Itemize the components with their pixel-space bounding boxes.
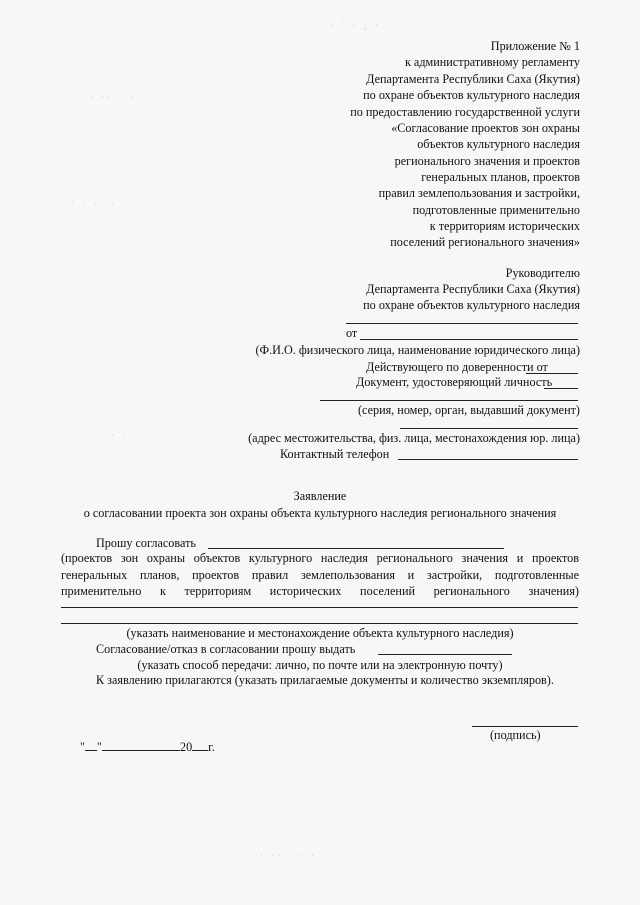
addressee-line: Департамента Республики Саха (Якутия) (366, 282, 580, 296)
transfer-caption: (указать способ передачи: лично, по почте или на электронную почту) (137, 658, 503, 672)
id-document-label: Документ, удостоверяющий личность (356, 375, 553, 389)
projects-caption: (проектов зон охраны объектов культурного наследия регионального значения и проектов генеральных планов, проектов правил землепользования и застройки, подготовленные применительно к территориям исторических поселений регионального значения) (61, 551, 579, 598)
date-month-field[interactable] (102, 740, 180, 751)
scan-noise: ˙ · · (100, 430, 129, 440)
issue-label: Согласование/отказ в согласовании прошу выдать (96, 642, 356, 656)
date-open-quote: " (80, 740, 85, 754)
proxy-date-field[interactable] (526, 373, 578, 374)
from-label: от (346, 326, 358, 340)
addressee-line: по охране объектов культурного наследия (363, 298, 580, 312)
request-field[interactable] (208, 548, 504, 549)
addressee-title: Руководителю (505, 266, 580, 280)
appendix-line: Департамента Республики Саха (Якутия) (366, 72, 580, 86)
phone-field[interactable] (398, 459, 578, 460)
date-close-quote: " (96, 740, 102, 754)
date-line (80, 740, 215, 753)
appendix-line: «Согласование проектов зон охраны (391, 121, 580, 135)
attachments-text: К заявлению прилагаются (указать прилагаемые документы и количество экземпляров). (96, 673, 554, 687)
issue-method-field[interactable] (378, 654, 512, 655)
scan-noise: · ˙ · ·· · (60, 200, 117, 210)
date-year-field[interactable] (192, 740, 208, 751)
address-field[interactable] (400, 428, 578, 429)
statement-subtitle: о согласовании проекта зон охраны объекта культурного наследия регионального значения (83, 506, 557, 520)
date-day-field[interactable] (85, 740, 97, 751)
id-document-caption: (серия, номер, орган, выдавший документ) (357, 403, 580, 417)
object-caption: (указать наименование и местонахождение объекта культурного наследия) (126, 626, 514, 640)
date-year-prefix: 20 (179, 740, 193, 754)
address-caption: (адрес местожительства, физ. лица, местонахождения юр. лица) (248, 431, 580, 445)
appendix-line: к административному регламенту (404, 55, 580, 69)
appendix-line: поселений регионального значения» (390, 235, 580, 249)
phone-label: Контактный телефон (280, 447, 390, 461)
request-label: Прошу согласовать (96, 536, 196, 550)
projects-details-line-1[interactable] (61, 607, 578, 608)
applicant-blank-line[interactable] (346, 323, 578, 324)
fio-caption: (Ф.И.О. физического лица, наименование юридического лица) (255, 343, 580, 357)
statement-title: Заявление (293, 489, 347, 503)
date-year-suffix: г. (208, 740, 215, 754)
appendix-line: к территориям исторических (429, 219, 580, 233)
scan-noise: · ·· ˙ · · (260, 850, 317, 860)
appendix-line: подготовленные применительно (412, 203, 580, 217)
scan-noise: · ·· ˙ · (90, 92, 136, 102)
appendix-line: генеральных планов, проектов (421, 170, 580, 184)
applicant-name-field[interactable] (360, 339, 578, 340)
appendix-line: по предоставлению государственной услуги (350, 105, 580, 119)
signature-field[interactable] (472, 726, 578, 727)
signature-caption: (подпись) (490, 728, 541, 742)
projects-details-line-2[interactable] (61, 623, 578, 624)
scan-noise: · ˙ · ¸ · (330, 20, 381, 30)
proxy-label: Действующего по доверенности от (366, 360, 548, 374)
appendix-line: регионального значения и проектов (394, 154, 580, 168)
appendix-line: по охране объектов культурного наследия (363, 88, 580, 102)
appendix-number: Приложение № 1 (490, 39, 580, 53)
appendix-line: правил землепользования и застройки, (378, 186, 580, 200)
appendix-line: объектов культурного наследия (417, 137, 580, 151)
id-document-field[interactable] (544, 388, 578, 389)
id-document-details-field[interactable] (320, 400, 578, 401)
